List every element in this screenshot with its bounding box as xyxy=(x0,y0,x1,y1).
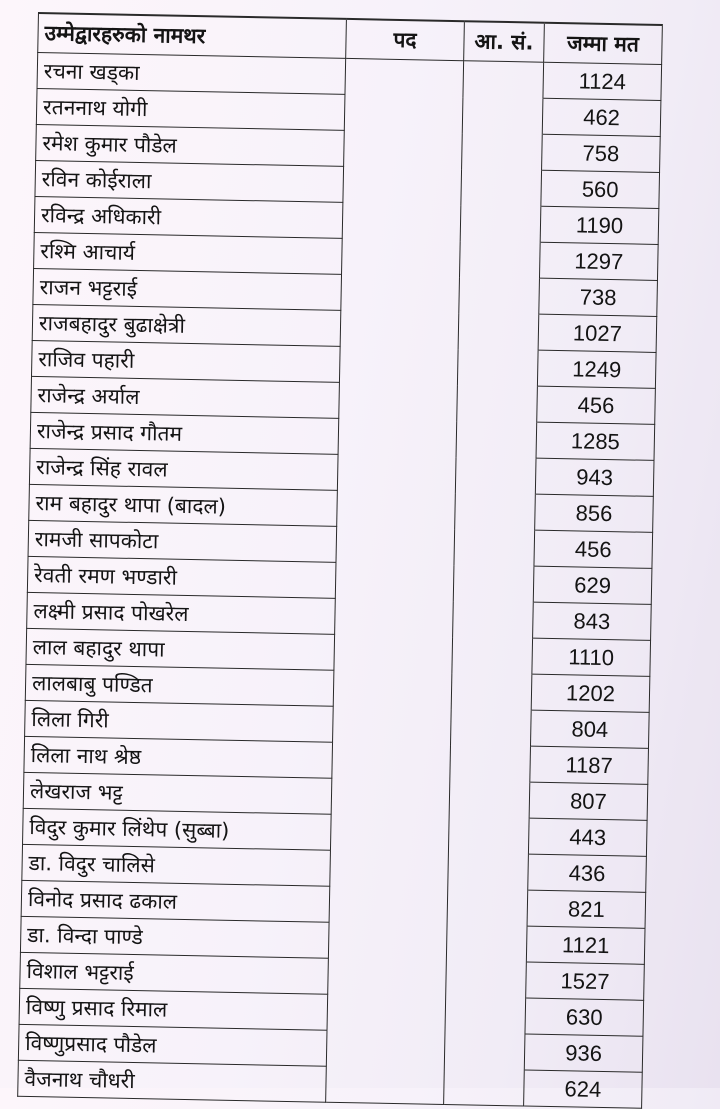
post-cell xyxy=(339,382,458,420)
total-votes-cell: 456 xyxy=(534,530,653,568)
total-votes-cell: 1190 xyxy=(540,206,659,244)
candidate-name-cell: विष्णु प्रसाद रिमाल xyxy=(19,988,328,1030)
total-votes-cell: 1297 xyxy=(539,242,658,280)
roll-number-cell xyxy=(457,385,538,423)
post-cell xyxy=(333,706,452,744)
roll-number-cell xyxy=(445,997,526,1035)
post-cell xyxy=(342,238,461,276)
candidate-name-cell: लालबाबु पण्डित xyxy=(25,664,334,706)
post-cell xyxy=(332,742,451,780)
roll-number-cell xyxy=(462,133,543,171)
candidate-name-cell: रेवती रमण भण्डारी xyxy=(27,556,336,598)
candidate-name-cell: राजेन्द्र अर्याल xyxy=(31,376,340,418)
total-votes-cell: 1124 xyxy=(543,62,662,100)
total-votes-cell: 1027 xyxy=(538,314,657,352)
post-cell xyxy=(335,562,454,600)
roll-number-cell xyxy=(455,493,536,531)
roll-number-cell xyxy=(461,169,542,207)
roll-number-cell xyxy=(451,709,532,747)
post-cell xyxy=(341,274,460,312)
roll-number-cell xyxy=(448,853,529,891)
post-cell xyxy=(336,526,455,564)
total-votes-cell: 624 xyxy=(524,1070,643,1108)
roll-number-cell xyxy=(458,313,539,351)
post-cell xyxy=(330,814,449,852)
roll-number-cell xyxy=(462,97,543,135)
roll-number-cell xyxy=(459,241,540,279)
total-votes-cell: 443 xyxy=(528,818,647,856)
total-votes-cell: 1110 xyxy=(532,638,651,676)
header-post: पद xyxy=(346,19,465,61)
roll-number-cell xyxy=(453,565,534,603)
post-cell xyxy=(345,58,464,96)
roll-number-cell xyxy=(457,349,538,387)
candidate-name-cell: लक्ष्मी प्रसाद पोखरेल xyxy=(27,592,336,634)
total-votes-cell: 436 xyxy=(528,854,647,892)
candidate-name-cell: राजिव पहारी xyxy=(32,340,341,382)
candidate-name-cell: डा. विन्दा पाण्डे xyxy=(20,916,329,958)
total-votes-cell: 821 xyxy=(527,890,646,928)
total-votes-cell: 804 xyxy=(530,710,649,748)
candidate-name-cell: विनोद प्रसाद ढकाल xyxy=(21,880,330,922)
candidate-name-cell: रतननाथ योगी xyxy=(36,88,345,130)
roll-number-cell xyxy=(453,601,534,639)
roll-number-cell xyxy=(444,1033,525,1071)
header-total-votes: जम्मा मत xyxy=(544,23,663,65)
candidate-name-cell: लाल बहादुर थापा xyxy=(26,628,335,670)
candidate-name-cell: रामजी सापकोटा xyxy=(28,520,337,562)
candidate-name-cell: विदुर कुमार लिंथेप (सुब्बा) xyxy=(23,808,332,850)
candidate-name-cell: लिला नाथ श्रेष्ठ xyxy=(24,736,333,778)
total-votes-cell: 1202 xyxy=(531,674,650,712)
roll-number-cell xyxy=(456,421,537,459)
total-votes-cell: 629 xyxy=(533,566,652,604)
roll-number-cell xyxy=(451,673,532,711)
candidate-name-cell: वैजनाथ चौधरी xyxy=(18,1060,327,1102)
post-cell xyxy=(337,454,456,492)
post-cell xyxy=(331,778,450,816)
roll-number-cell xyxy=(447,889,528,927)
post-cell xyxy=(329,886,448,924)
candidate-name-cell: राजेन्द्र सिंह रावल xyxy=(29,448,338,490)
roll-number-cell xyxy=(452,637,533,675)
candidate-name-cell: राजन भट्टराई xyxy=(33,268,342,310)
candidate-name-cell: रचना खड्का xyxy=(37,53,346,95)
total-votes-cell: 738 xyxy=(539,278,658,316)
total-votes-cell: 560 xyxy=(541,170,660,208)
roll-number-cell xyxy=(454,529,535,567)
post-cell xyxy=(328,922,447,960)
total-votes-cell: 943 xyxy=(535,458,654,496)
post-cell xyxy=(333,670,452,708)
total-votes-cell: 856 xyxy=(535,494,654,532)
candidate-vote-table xyxy=(17,12,663,1109)
roll-number-cell xyxy=(463,61,544,99)
total-votes-cell: 1527 xyxy=(526,962,645,1000)
roll-number-cell xyxy=(455,457,536,495)
candidate-name-cell: विष्णुप्रसाद पौडेल xyxy=(18,1024,327,1066)
post-cell xyxy=(338,418,457,456)
roll-number-cell xyxy=(449,781,530,819)
candidate-name-cell: डा. विदुर चालिसे xyxy=(22,844,331,886)
candidate-name-cell: रमेश कुमार पौडेल xyxy=(36,124,345,166)
total-votes-cell: 462 xyxy=(542,98,661,136)
post-cell xyxy=(339,346,458,384)
candidate-name-cell: राम बहादुर थापा (बादल) xyxy=(29,484,338,526)
post-cell xyxy=(342,202,461,240)
roll-number-cell xyxy=(446,925,527,963)
post-cell xyxy=(344,94,463,132)
total-votes-cell: 1187 xyxy=(530,746,649,784)
candidate-name-cell: राजबहादुर बुढाक्षेत्री xyxy=(32,304,341,346)
roll-number-cell xyxy=(446,961,527,999)
total-votes-cell: 936 xyxy=(524,1034,643,1072)
roll-number-cell xyxy=(459,277,540,315)
total-votes-cell: 456 xyxy=(537,386,656,424)
post-cell xyxy=(340,310,459,348)
candidate-name-cell: रश्मि आचार्य xyxy=(34,232,343,274)
post-cell xyxy=(330,850,449,888)
total-votes-cell: 758 xyxy=(542,134,661,172)
roll-number-cell xyxy=(444,1068,525,1106)
total-votes-cell: 843 xyxy=(533,602,652,640)
candidate-name-cell: राजेन्द्र प्रसाद गौतम xyxy=(30,412,339,454)
total-votes-cell: 1249 xyxy=(537,350,656,388)
printed-sheet xyxy=(17,12,663,1109)
post-cell xyxy=(326,1030,445,1068)
header-roll-number: आ. सं. xyxy=(464,21,545,62)
header-candidate-name: उम्मेद्वारहरुको नामथर xyxy=(38,13,347,58)
candidate-name-cell: विशाल भट्टराई xyxy=(20,952,329,994)
candidate-name-cell: रविन कोईराला xyxy=(35,160,344,202)
post-cell xyxy=(344,130,463,168)
post-cell xyxy=(334,634,453,672)
post-cell xyxy=(343,166,462,204)
roll-number-cell xyxy=(460,205,541,243)
candidate-name-cell: रविन्द्र अधिकारी xyxy=(34,196,343,238)
post-cell xyxy=(335,598,454,636)
total-votes-cell: 1121 xyxy=(526,926,645,964)
candidate-name-cell: लेखराज भट्ट xyxy=(23,772,332,814)
total-votes-cell: 807 xyxy=(529,782,648,820)
post-cell xyxy=(337,490,456,528)
roll-number-cell xyxy=(448,817,529,855)
post-cell xyxy=(328,958,447,996)
total-votes-cell: 1285 xyxy=(536,422,655,460)
roll-number-cell xyxy=(450,745,531,783)
candidate-name-cell: लिला गिरी xyxy=(25,700,334,742)
post-cell xyxy=(327,994,446,1032)
total-votes-cell: 630 xyxy=(525,998,644,1036)
post-cell xyxy=(326,1066,445,1104)
